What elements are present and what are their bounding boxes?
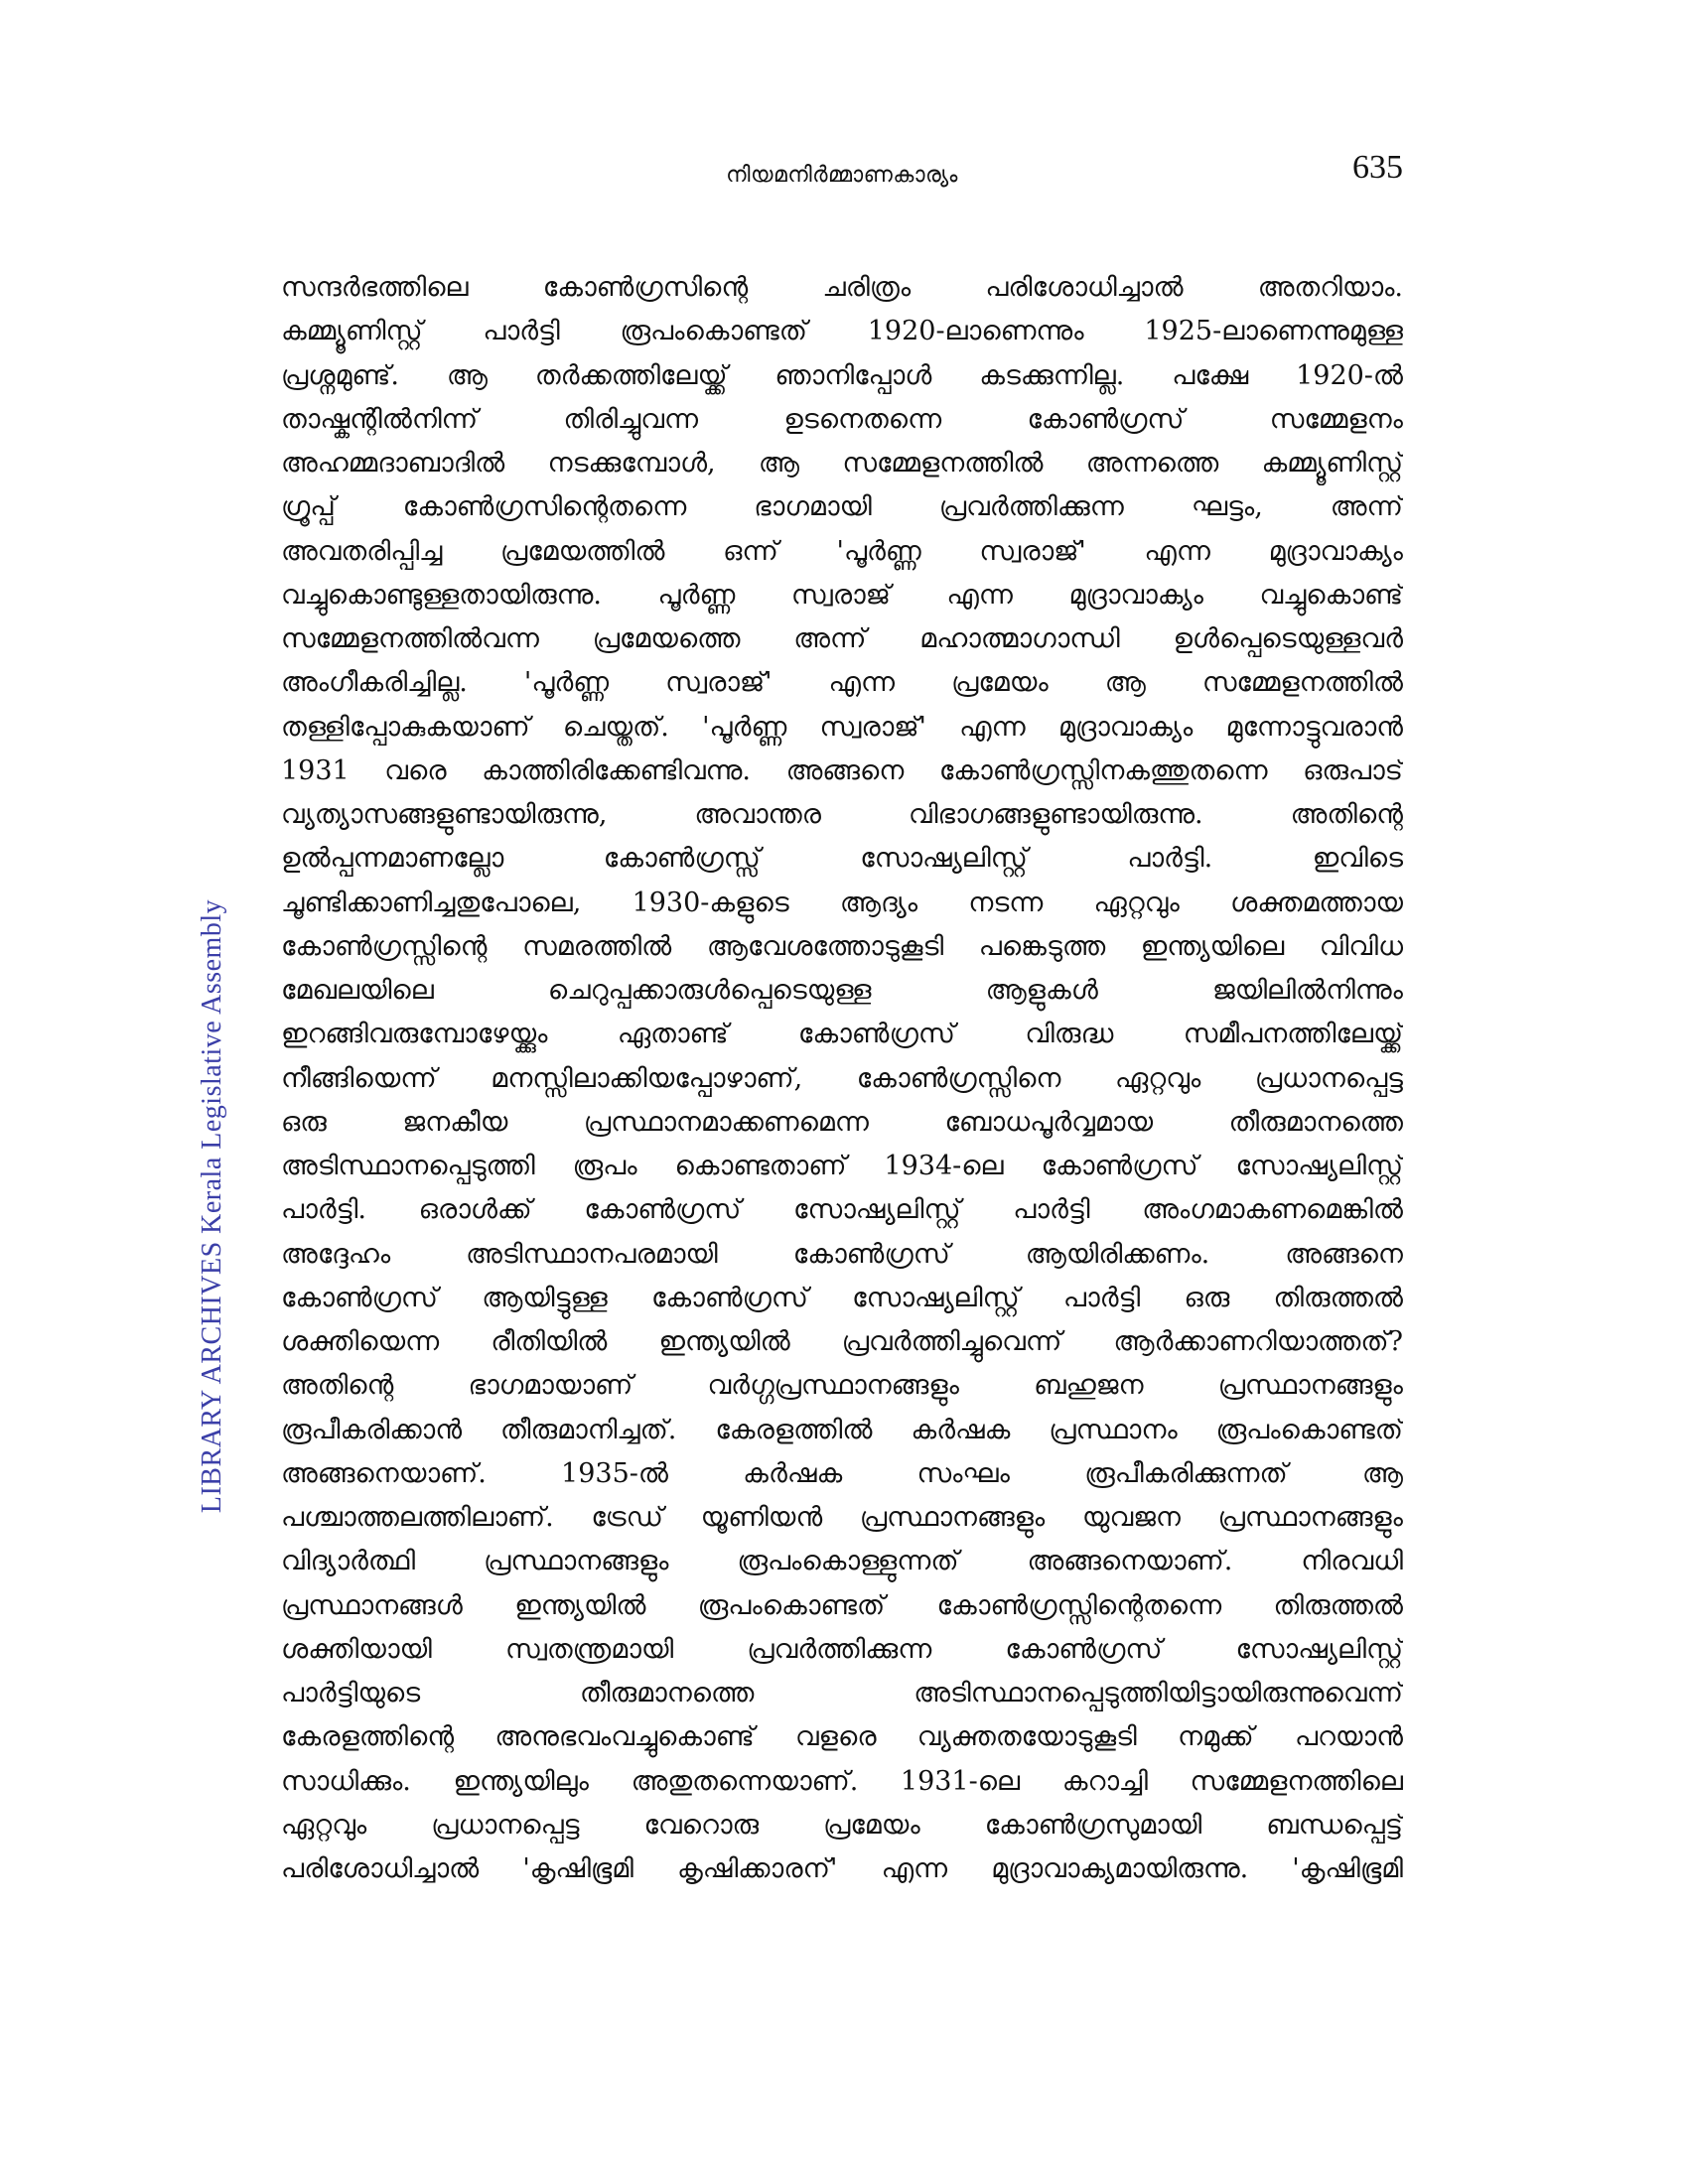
text-line: സമ്മേളനത്തിൽവന്ന പ്രമേയത്തെ അന്ന് മഹാത്മാഗാന്ധി ഉൾപ്പെടെയുള്ളവർ [281,623,1403,654]
text-line: ഉൽപ്പന്നമാണല്ലോ കോൺഗ്രസ്സ് സോഷ്യലിസ്റ്റ് പാർട്ടി. ഇവിടെ [281,843,1403,875]
text-line: അദ്ദേഹം അടിസ്ഥാനപരമായി കോൺഗ്രസ് ആയിരിക്കണം. അങ്ങനെ [281,1238,1403,1270]
text-line: പശ്ചാത്തലത്തിലാണ്. ട്രേഡ് യൂണിയൻ പ്രസ്ഥാനങ്ങളും യുവജന പ്രസ്ഥാനങ്ങളും [281,1502,1403,1533]
text-line: ഗ്രൂപ്പ് കോൺഗ്രസിന്റെതന്നെ ഭാഗമായി പ്രവർത്തിക്കുന്ന ഘട്ടം, അന്ന് [281,491,1403,523]
text-line: വിദ്യാർത്ഥി പ്രസ്ഥാനങ്ങളും രൂപംകൊള്ളുന്നത് അങ്ങനെയാണ്. നിരവധി [281,1546,1403,1577]
text-line: അംഗീകരിച്ചില്ല. 'പൂർണ്ണ സ്വരാജ്' എന്ന പ്രമേയം ആ സമ്മേളനത്തിൽ [281,667,1403,699]
text-line: ശക്തിയായി സ്വതന്ത്രമായി പ്രവർത്തിക്കുന്ന കോൺഗ്രസ് സോഷ്യലിസ്റ്റ് [281,1633,1403,1665]
text-line: പ്രസ്ഥാനങ്ങൾ ഇന്ത്യയിൽ രൂപംകൊണ്ടത് കോൺഗ്രസ്സിന്റെതന്നെ തിരുത്തൽ [281,1589,1403,1621]
running-header-title: നിയമനിർമ്മാണകാര്യം [726,163,958,188]
text-line: തള്ളിപ്പോകുകയാണ് ചെയ്തത്. 'പൂർണ്ണ സ്വരാജ്' എന്ന മുദ്രാവാക്യം മുന്നോട്ടുവരാൻ [281,711,1403,743]
text-line: വച്ചുകൊണ്ടുള്ളതായിരുന്നു. പൂർണ്ണ സ്വരാജ് എന്ന മുദ്രാവാക്യം വച്ചുകൊണ്ട് [281,579,1403,611]
text-line: ഒരു ജനകീയ പ്രസ്ഥാനമാക്കണമെന്ന ബോധപൂർവ്വമായ തീരുമാനത്തെ [281,1106,1403,1138]
text-line: അങ്ങനെയാണ്. 1935-ൽ കർഷക സംഘം രൂപീകരിക്കുന്നത് ആ [281,1457,1403,1489]
text-line: കേരളത്തിന്റെ അനുഭവംവച്ചുകൊണ്ട് വളരെ വ്യക്തതയോടുകൂടി നമുക്ക് പറയാൻ [281,1721,1403,1753]
text-line: ചൂണ്ടിക്കാണിച്ചതുപോലെ, 1930-കളുടെ ആദ്യം നടന്ന ഏറ്റവും ശക്തമത്തായ [281,887,1403,918]
running-header [281,149,1403,197]
text-line: ഇറങ്ങിവരുമ്പോഴേയ്ക്കും ഏതാണ്ട് കോൺഗ്രസ് വിരുദ്ധ സമീപനത്തിലേയ്ക്ക് [281,1019,1403,1050]
text-line: പാർട്ടിയുടെ തീരുമാനത്തെ അടിസ്ഥാനപ്പെടുത്തിയിട്ടായിരുന്നുവെന്ന് [281,1678,1403,1708]
library-archives-stamp-text: LIBRARY ARCHIVES Kerala Legislative Assembly [197,898,227,1514]
text-line: സന്ദർഭത്തിലെ കോൺഗ്രസിന്റെ ചരിത്രം പരിശോധിച്ചാൽ അതറിയാം. [281,272,1403,303]
text-line: കോൺഗ്രസ്സിന്റെ സമരത്തിൽ ആവേശത്തോടുകൂടി പങ്കെടുത്ത ഇന്ത്യയിലെ വിവിധ [281,930,1403,962]
text-line: അതിന്റെ ഭാഗമായാണ് വർഗ്ഗപ്രസ്ഥാനങ്ങളും ബഹുജന പ്രസ്ഥാനങ്ങളും [281,1370,1403,1402]
text-line: അഹമ്മദാബാദിൽ നടക്കുമ്പോൾ, ആ സമ്മേളനത്തിൽ അന്നത്തെ കമ്മ്യൂണിസ്റ്റ് [281,448,1403,478]
text-line: സാധിക്കും. ഇന്ത്യയിലും അതുതന്നെയാണ്. 1931-ലെ കറാച്ചി സമ്മേളനത്തിലെ [281,1765,1403,1797]
text-line: മേഖലയിലെ ചെറുപ്പക്കാരുൾപ്പെടെയുള്ള ആളുകൾ ജയിലിൽനിന്നും [281,975,1403,1006]
text-line: ശക്തിയെന്ന രീതിയിൽ ഇന്ത്യയിൽ പ്രവർത്തിച്ചുവെന്ന് ആർക്കാണറിയാത്തത്? [281,1326,1403,1357]
text-line: അവതരിപ്പിച്ച പ്രമേയത്തിൽ ഒന്ന് 'പൂർണ്ണ സ്വരാജ്' എന്ന മുദ്രാവാക്യം [281,535,1403,567]
text-line: താഷ്കന്റിൽനിന്ന് തിരിച്ചുവന്ന ഉടനെതന്നെ കോൺഗ്രസ് സമ്മേളനം [281,403,1403,435]
text-line: നീങ്ങിയെന്ന് മനസ്സിലാക്കിയപ്പോഴാണ്, കോൺഗ്രസ്സിനെ ഏറ്റവും പ്രധാനപ്പെട്ട [281,1062,1403,1094]
body-text [281,266,1403,1891]
text-line: കോൺഗ്രസ് ആയിട്ടുള്ള കോൺഗ്രസ് സോഷ്യലിസ്റ്റ് പാർട്ടി ഒരു തിരുത്തൽ [281,1282,1403,1313]
text-line: രൂപീകരിക്കാൻ തീരുമാനിച്ചത്. കേരളത്തിൽ കർഷക പ്രസ്ഥാനം രൂപംകൊണ്ടത് [281,1414,1403,1445]
text-line: 1931 വരെ കാത്തിരിക്കേണ്ടിവന്നു. അങ്ങനെ കോൺഗ്രസ്സിനകത്തുതന്നെ ഒരുപാട് [281,754,1403,786]
text-line: പരിശോധിച്ചാൽ 'കൃഷിഭൂമി കൃഷിക്കാരന്' എന്ന മുദ്രാവാക്യമായിരുന്നു. 'കൃഷിഭൂമി [281,1853,1403,1884]
text-line: വ്യത്യാസങ്ങളുണ്ടായിരുന്നു, അവാന്തര വിഭാഗങ്ങളുണ്ടായിരുന്നു. അതിന്റെ [281,799,1403,830]
page-number: 635 [1352,149,1403,186]
text-line: പ്രശ്നമുണ്ട്. ആ തർക്കത്തിലേയ്ക്ക് ഞാനിപ്പോൾ കടക്കുന്നില്ല. പക്ഷേ 1920-ൽ [281,359,1403,391]
text-line: അടിസ്ഥാനപ്പെടുത്തി രൂപം കൊണ്ടതാണ് 1934-ലെ കോൺഗ്രസ് സോഷ്യലിസ്റ്റ് [281,1151,1403,1181]
text-line: ഏറ്റവും പ്രധാനപ്പെട്ട വേറൊരു പ്രമേയം കോൺഗ്രസുമായി ബന്ധപ്പെട്ട് [281,1809,1403,1841]
text-line: പാർട്ടി. ഒരാൾക്ക് കോൺഗ്രസ് സോഷ്യലിസ്റ്റ് പാർട്ടി അംഗമാകണമെങ്കിൽ [281,1194,1403,1226]
text-line: കമ്മ്യൂണിസ്റ്റ് പാർട്ടി രൂപംകൊണ്ടത് 1920-ലാണെന്നും 1925-ലാണെന്നുമുള്ള [281,316,1403,347]
